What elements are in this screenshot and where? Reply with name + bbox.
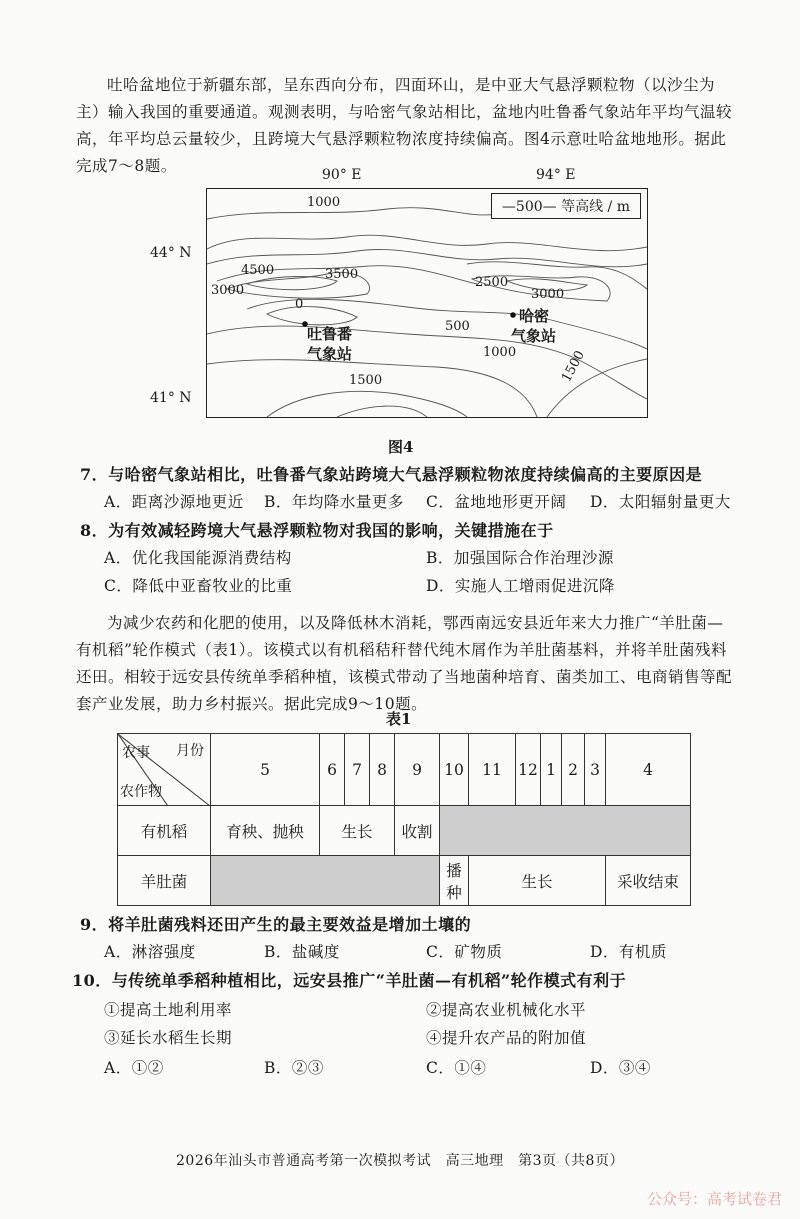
- q7-option-d[interactable]: D．太阳辐射量更大: [590, 493, 731, 511]
- question-8-stem: 8．为有效减轻跨境大气悬浮颗粒物对我国的影响，关键措施在于: [80, 521, 554, 540]
- rice-activity-cell: 生长: [320, 806, 395, 856]
- question-7-stem: 7．与哈密气象站相比，吐鲁番气象站跨境大气悬浮颗粒物浓度持续偏高的主要原因是: [80, 465, 703, 484]
- contour-label-0: 0: [295, 297, 304, 312]
- month-cell: 8: [370, 734, 395, 806]
- rice-fallow-shaded-cell: [440, 806, 691, 856]
- figure-caption: 图4: [388, 438, 414, 456]
- month-cell: 9: [395, 734, 440, 806]
- contour-label-1000-mid: 1000: [483, 345, 517, 360]
- q7-option-b[interactable]: B．年均降水量更多: [264, 493, 404, 511]
- q10-option-a[interactable]: A．①②: [104, 1059, 164, 1077]
- contour-label-1500-right: 1500: [559, 348, 588, 385]
- page-footer: 2026年汕头市普通高考第一次模拟考试 高三地理 第3页（共8页）: [176, 1153, 624, 1169]
- rice-activity-cell: 收割: [395, 806, 440, 856]
- contour-label-4500: 4500: [241, 263, 275, 278]
- turpan-hami-basin-map: [206, 188, 648, 418]
- contour-label-2500: 2500: [475, 275, 509, 290]
- month-cell: 6: [320, 734, 345, 806]
- q9-option-c[interactable]: C．矿物质: [426, 943, 503, 961]
- contour-label-3500: 3500: [325, 267, 359, 282]
- contour-lines: [207, 189, 647, 417]
- month-cell: 3: [585, 734, 606, 806]
- q7-option-c[interactable]: C．盆地地形更开阔: [426, 493, 567, 511]
- q8-option-a[interactable]: A．优化我国能源消费结构: [104, 549, 292, 567]
- corner-activity-label: 农事: [122, 745, 150, 761]
- q10-statement-4: ④提升农产品的附加值: [426, 1029, 587, 1047]
- month-cell: 1: [541, 734, 562, 806]
- q8-option-d[interactable]: D．实施人工增雨促进沉降: [426, 577, 615, 595]
- map-legend: —500— 等高线 / m: [491, 193, 641, 219]
- q10-statement-3: ③延长水稻生长期: [104, 1029, 233, 1047]
- month-cell: 5: [211, 734, 320, 806]
- morel-activity-cell: 播种: [440, 856, 469, 906]
- rice-activity-cell: 育秧、抛秧: [211, 806, 320, 856]
- month-cell: 11: [469, 734, 516, 806]
- watermark: 公众号：高考试卷君: [646, 1190, 782, 1208]
- contour-label-500: 500: [445, 319, 470, 334]
- longitude-94e-label: 94° E: [536, 167, 576, 183]
- contour-label-3000-left: 3000: [211, 283, 245, 298]
- crop-label-morel: 羊肚菌: [118, 856, 211, 906]
- table-caption: 表1: [386, 710, 412, 728]
- hami-station-label-2: 气象站: [511, 327, 557, 345]
- morel-activity-cell: 生长: [469, 856, 606, 906]
- morel-activity-cell: 采收结束: [606, 856, 691, 906]
- corner-crop-label: 农作物: [120, 784, 162, 800]
- turpan-station-label-1: 吐鲁番: [307, 325, 353, 343]
- q10-statement-2: ②提高农业机械化水平: [426, 1001, 587, 1019]
- q9-option-a[interactable]: A．淋溶强度: [104, 943, 196, 961]
- latitude-41n-label: 41° N: [150, 390, 192, 406]
- passage-7-8: 吐哈盆地位于新疆东部，呈东西向分布，四面环山，是中亚大气悬浮颗粒物（以沙尘为主）输入我国的重要通道。观测表明，与哈密气象站相比，盆地内吐鲁番气象站年平均气温较高，年平均总云量较少，且跨境大气悬浮颗粒物浓度持续偏高。图4示意吐哈盆地地形。据此完成7～8题。: [76, 76, 733, 175]
- rotation-schedule-table: [117, 733, 691, 906]
- crop-label-rice: 有机稻: [118, 806, 211, 856]
- hami-station-marker: [510, 312, 516, 318]
- hami-station-label-1: 哈密: [519, 307, 550, 325]
- corner-month-label: 月份: [176, 743, 204, 759]
- question-10-stem: 10．与传统单季稻种植相比，远安县推广“羊肚菌—有机稻”轮作模式有利于: [72, 971, 627, 990]
- q8-option-b[interactable]: B．加强国际合作治理沙源: [426, 549, 614, 567]
- passage-9-10: 为减少农药和化肥的使用，以及降低林木消耗，鄂西南远安县近年来大力推广“羊肚菌—有机稻”轮作模式（表1）。该模式以有机稻秸秆替代纯木屑作为羊肚菌基料，并将羊肚菌残料还田。相较于远安县传统单季稻种植，该模式带动了当地菌种培育、菌类加工、电商销售等配套产业发展，助力乡村振兴。据此完成9～10题。: [76, 614, 733, 713]
- month-cell: 12: [516, 734, 541, 806]
- contour-label-3000-right: 3000: [531, 287, 565, 302]
- question-9-stem: 9．将羊肚菌残料还田产生的最主要效益是增加土壤的: [80, 915, 472, 934]
- q9-option-b[interactable]: B．盐碱度: [264, 943, 340, 961]
- q8-option-c[interactable]: C．降低中亚畜牧业的比重: [104, 577, 293, 595]
- month-cell: 4: [606, 734, 691, 806]
- latitude-44n-label: 44° N: [150, 245, 192, 261]
- q10-statement-1: ①提高土地利用率: [104, 1001, 233, 1019]
- contour-label-1000-top: 1000: [307, 195, 341, 210]
- morel-fallow-shaded-cell: [211, 856, 440, 906]
- month-cell: 7: [345, 734, 370, 806]
- month-cell: 2: [562, 734, 585, 806]
- q10-option-c[interactable]: C．①④: [426, 1059, 487, 1077]
- q10-option-d[interactable]: D．③④: [590, 1059, 651, 1077]
- q9-option-d[interactable]: D．有机质: [590, 943, 667, 961]
- q7-option-a[interactable]: A．距离沙源地更近: [104, 493, 244, 511]
- contour-label-1500-left: 1500: [349, 373, 383, 388]
- longitude-90e-label: 90° E: [322, 167, 362, 183]
- turpan-station-label-2: 气象站: [307, 345, 353, 363]
- table-corner-header: [118, 734, 211, 806]
- month-cell: 10: [440, 734, 469, 806]
- q10-option-b[interactable]: B．②③: [264, 1059, 324, 1077]
